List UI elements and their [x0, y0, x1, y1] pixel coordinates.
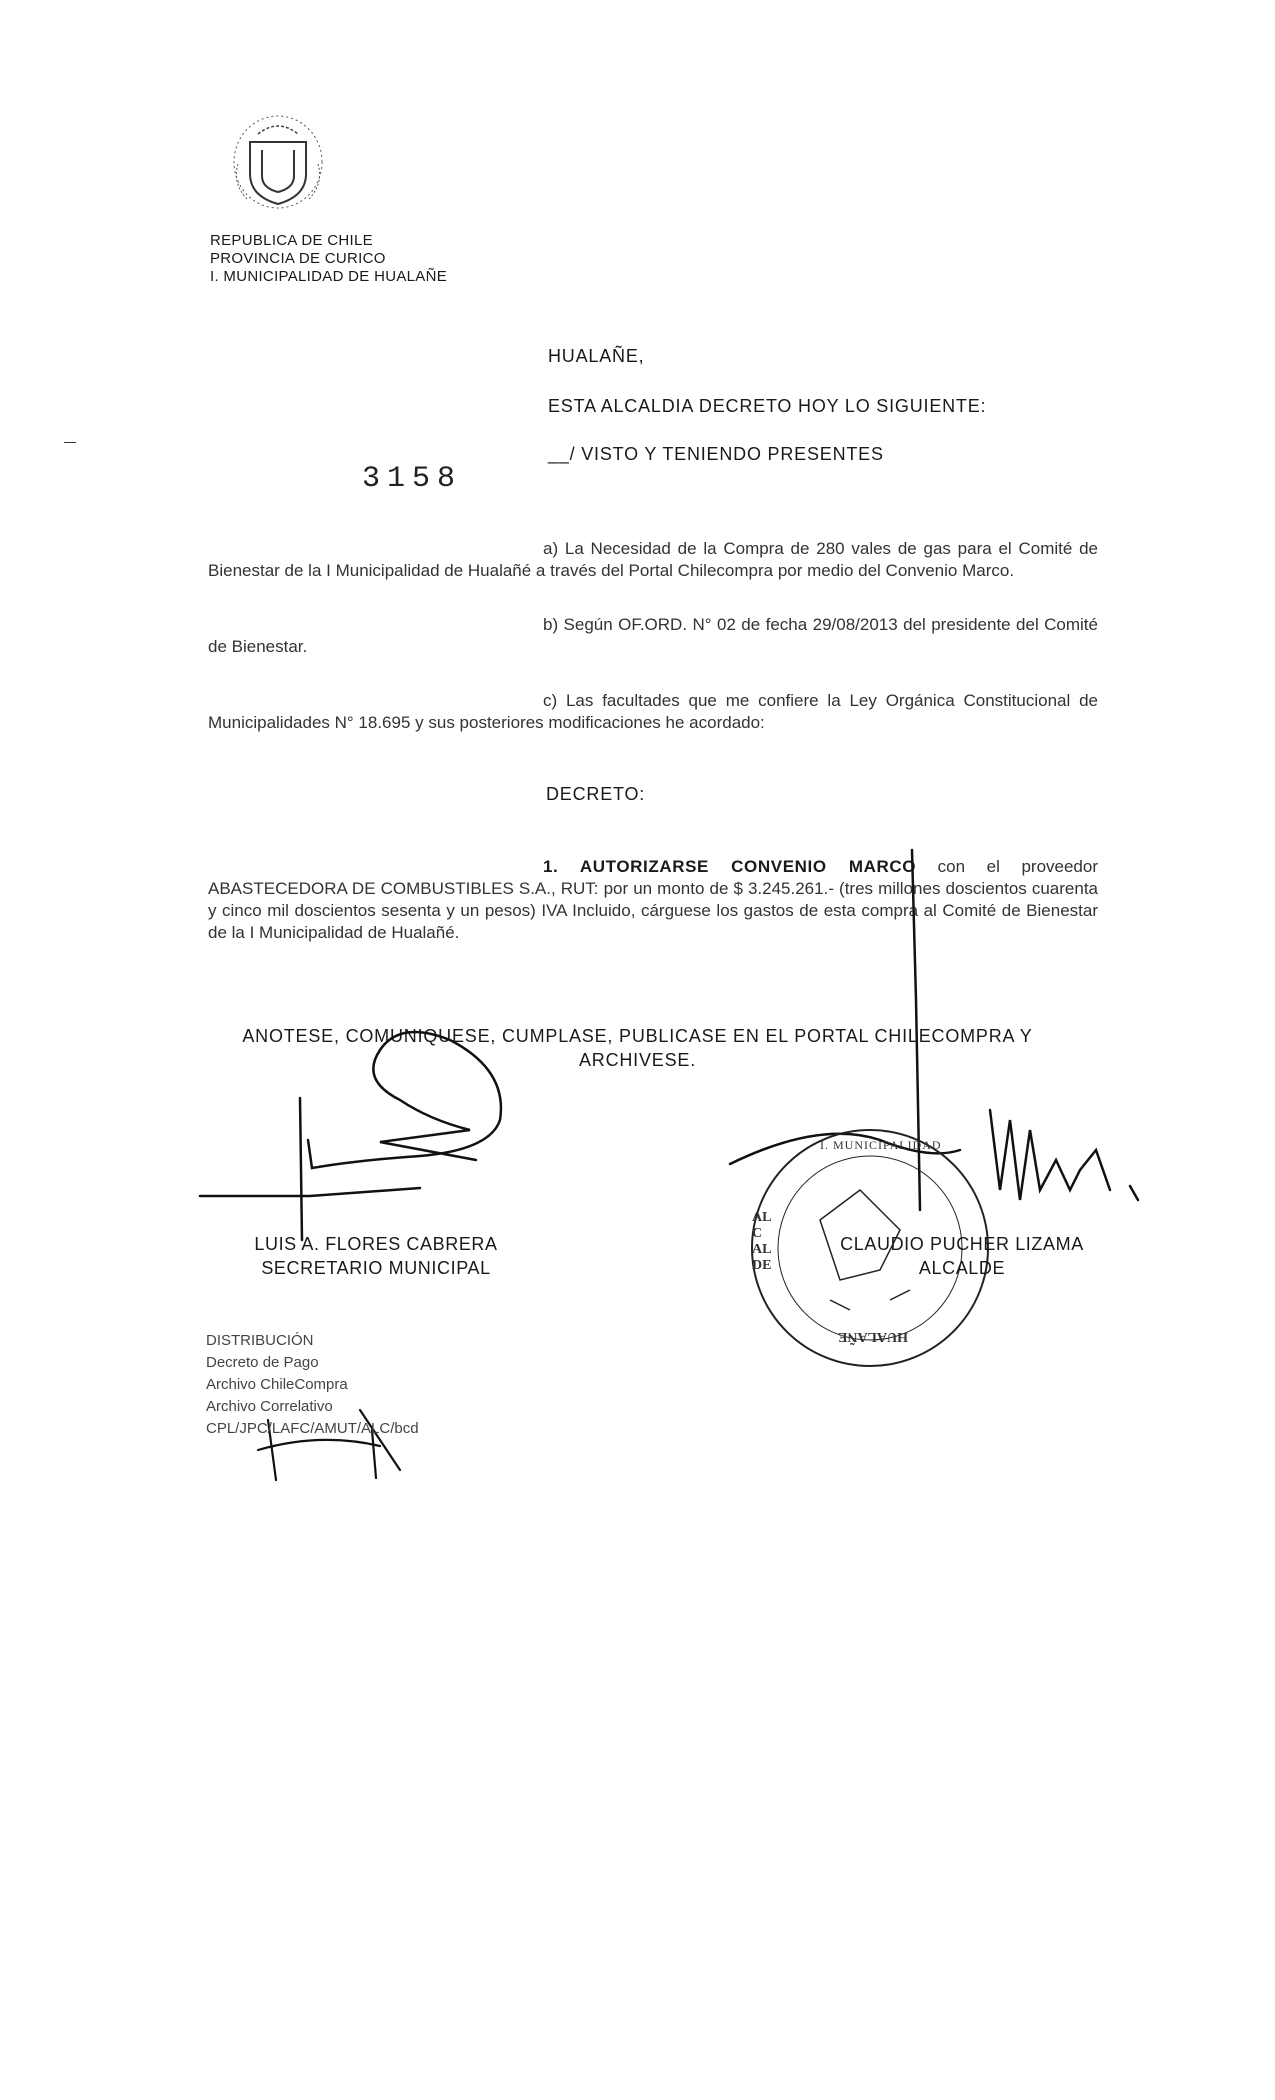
stamp-left-text: ALCALDE	[752, 1210, 772, 1273]
mayor-name: CLAUDIO PUCHER LIZAMA	[840, 1234, 1084, 1254]
resolution-1-text: con el proveedor ABASTECEDORA DE COMBUSTIBLES S.A., RUT: por un monto de $ 3.245.261.- (tres millones doscientos cuarenta y cinco mil doscientos sesenta y un pesos) IVA Incluido, cárguese los gastos de esta compra al Comité de Bienestar de la I Municipalidad de Hualañé.	[208, 857, 1099, 942]
distribution-item: CPL/JPC/LAFC/AMUT/ALC/bcd	[206, 1420, 419, 1437]
letterhead-municipality: I. MUNICIPALIDAD DE HUALAÑE	[210, 268, 448, 285]
municipal-crest-icon	[228, 104, 328, 216]
secretary-name: LUIS A. FLORES CABRERA	[254, 1234, 498, 1254]
decreto-label: DECRETO:	[546, 784, 646, 804]
secretary-signature-block	[186, 1232, 566, 1280]
stamp-top-text: I. MUNICIPALIDAD	[820, 1138, 942, 1152]
place-date: HUALAÑE,	[548, 346, 645, 366]
letterhead-province: PROVINCIA DE CURICO	[210, 250, 386, 267]
letterhead-country: REPUBLICA DE CHILE	[210, 232, 373, 249]
secretary-title: SECRETARIO MUNICIPAL	[261, 1258, 491, 1278]
resolution-1-heading: 1. AUTORIZARSE CONVENIO MARCO	[543, 857, 917, 876]
mayor-title: ALCALDE	[918, 1258, 1006, 1278]
stamp-bottom-text: HUALAÑE	[838, 1329, 909, 1344]
consideration-b-text: b) Según OF.ORD. N° 02 de fecha 29/08/2013 del presidente del Comité de Bienestar.	[208, 615, 1098, 656]
decree-intro: ESTA ALCALDIA DECRETO HOY LO SIGUIENTE:	[548, 396, 987, 416]
decree-number: 3158	[362, 462, 463, 496]
distribution-item: Archivo Correlativo	[206, 1398, 333, 1415]
closing-formula	[0, 1024, 1275, 1072]
consideration-a	[208, 538, 1098, 582]
distribution-item: Decreto de Pago	[206, 1354, 319, 1371]
consideration-a-text: a) La Necesidad de la Compra de 280 vales de gas para el Comité de Bienestar de la I Municipalidad de Hualañé a través del Portal Chilecompra por medio del Convenio Marco.	[208, 539, 1098, 580]
margin-mark	[64, 442, 76, 443]
distribution-title: DISTRIBUCIÓN	[206, 1332, 314, 1349]
distribution-item: Archivo ChileCompra	[206, 1376, 348, 1393]
closing-line-1: ANOTESE, COMUNIQUESE, CUMPLASE, PUBLICASE EN EL PORTAL CHILECOMPRA Y	[242, 1026, 1033, 1046]
consideration-c-text: c) Las facultades que me confiere la Ley Orgánica Constitucional de Municipalidades N° 18.695 y sus posteriores modificaciones he acordado:	[208, 691, 1098, 732]
distribution-list	[206, 1330, 419, 1440]
consideration-b	[208, 614, 1098, 658]
mayor-signature-block	[772, 1232, 1152, 1280]
resolution-1	[208, 856, 1098, 944]
letterhead	[210, 232, 447, 286]
visto-heading: __/ VISTO Y TENIENDO PRESENTES	[548, 444, 884, 464]
closing-line-2: ARCHIVESE.	[578, 1050, 697, 1070]
consideration-c	[208, 690, 1098, 734]
